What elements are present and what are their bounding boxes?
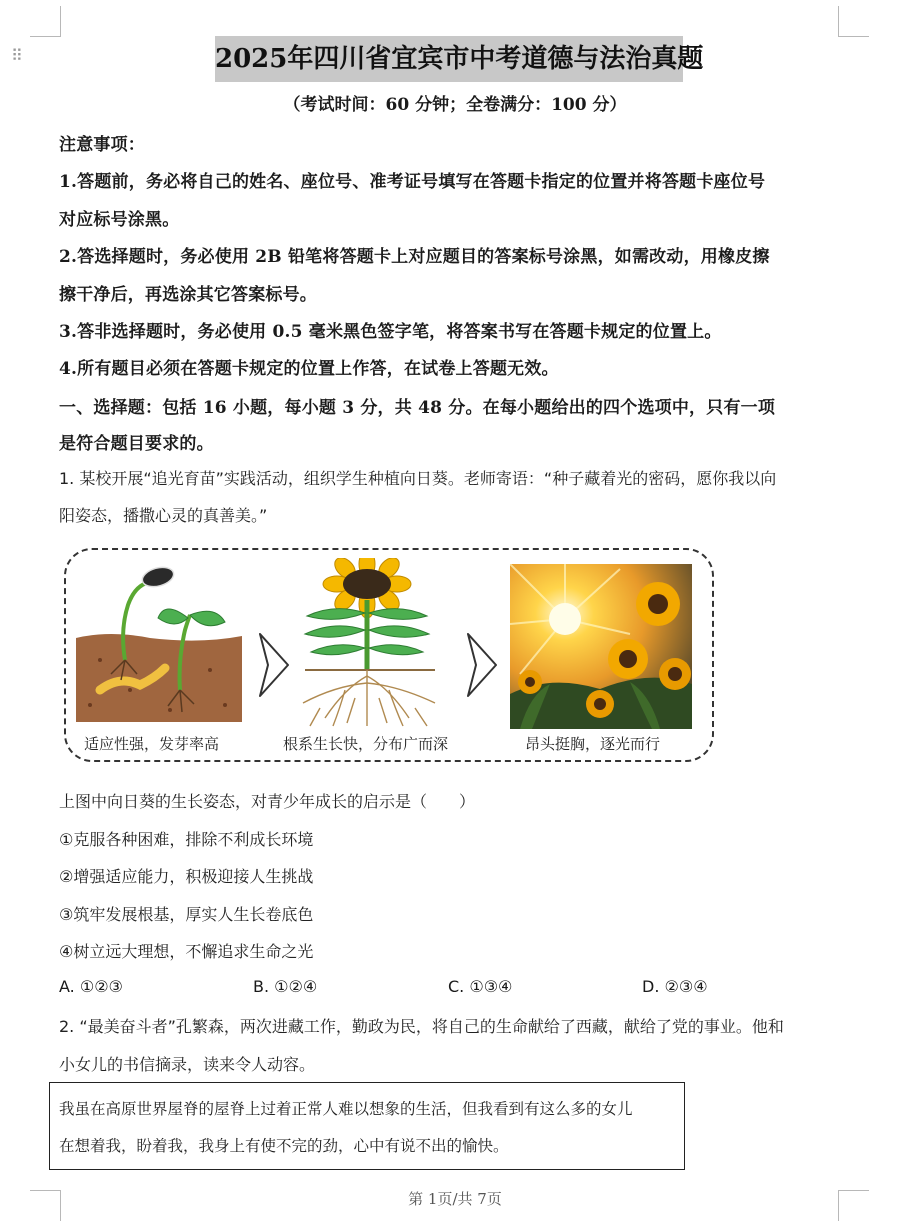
option-text: ②③④ [664, 977, 708, 996]
option-d [642, 977, 708, 996]
sun [549, 603, 581, 635]
notice-line: 擦干净后，再选涂其它答案标号。 [59, 285, 317, 305]
arrow-right-icon [462, 630, 502, 700]
page-number: 第 1页/共 7页 [408, 1190, 502, 1208]
sunflower-head [518, 670, 542, 694]
sunflower-head [636, 582, 680, 626]
option-c [448, 977, 512, 996]
question-stem: 2. “最美奋斗者”孔繁森，两次进藏工作，勤政为民，将自己的生命献给了西藏，献给了党的事业。他和 [59, 1017, 784, 1036]
figure-caption: 昂头挺胸，逐光而行 [525, 735, 661, 753]
notice-line: 3.答非选择题时，务必使用 0.5 毫米黑色签字笔，将答案书写在答题卡规定的位置上。 [59, 322, 722, 342]
flower-center [343, 569, 391, 599]
exam-info: （考试时间：60 分钟；全卷满分：100 分） [283, 95, 627, 115]
statement-item: ①克服各种困难，排除不利成长环境 [59, 830, 314, 849]
question-stem: 1. 某校开展“追光育苗”实践活动，组织学生种植向日葵。老师寄语：“种子藏着光的密码，愿你我以向 [59, 469, 777, 488]
statement-item: ④树立远大理想，不懈追求生命之光 [59, 942, 314, 961]
option-b [253, 977, 317, 996]
letter-excerpt-line: 在想着我，盼着我，我身上有使不完的劲，心中有说不出的愉快。 [59, 1137, 509, 1155]
drag-handle-icon[interactable]: ⠿ [11, 46, 23, 65]
seed-shell [140, 564, 176, 590]
option-letter: D. [642, 977, 660, 996]
option-text: ①②④ [274, 977, 318, 996]
page-corner-mark [838, 6, 869, 37]
question-stem: 小女儿的书信摘录，读来令人动容。 [59, 1055, 316, 1074]
question-prompt: 上图中向日葵的生长姿态，对青少年成长的启示是（ ） [59, 792, 476, 811]
page-title: 2025年四川省宜宾市中考道德与法治真题 [215, 36, 683, 82]
sunflower-head [659, 658, 691, 690]
figure-caption: 适应性强，发芽率高 [84, 735, 220, 753]
seedling-illustration [70, 560, 250, 730]
figure-caption: 根系生长快，分布广而深 [283, 735, 449, 753]
sunflower-roots-illustration [285, 558, 460, 730]
letter-excerpt-line: 我虽在高原世界屋脊的屋脊上过着正常人难以想象的生活，但我看到有这么多的女儿 [59, 1100, 633, 1118]
notice-line: 对应标号涂黑。 [59, 210, 180, 230]
sunflowers-sunlight-illustration [510, 564, 692, 729]
page-corner-mark [30, 6, 61, 37]
notice-heading: 注意事项： [59, 135, 145, 155]
option-letter: A. [59, 977, 75, 996]
section-heading: 一、选择题：包括 16 小题，每小题 3 分，共 48 分。在每小题给出的四个选项中，只有一项 [59, 398, 776, 418]
sunflower-head [608, 639, 648, 679]
option-a [59, 977, 123, 996]
statement-item: ②增强适应能力，积极迎接人生挑战 [59, 867, 314, 886]
question-stem: 阳姿态，播撒心灵的真善美。” [59, 506, 268, 525]
option-text: ①③④ [469, 977, 513, 996]
option-letter: B. [253, 977, 270, 996]
statement-item: ③筑牢发展根基，厚实人生长卷底色 [59, 905, 314, 924]
leaf [158, 609, 188, 624]
notice-line: 1.答题前，务必将自己的姓名、座位号、准考证号填写在答题卡指定的位置并将答题卡座位号 [59, 172, 766, 192]
option-text: ①②③ [79, 977, 123, 996]
letter-excerpt-box [49, 1082, 685, 1170]
option-letter: C. [448, 977, 465, 996]
section-heading: 是符合题目要求的。 [59, 434, 214, 454]
notice-line: 2.答选择题时，务必使用 2B 铅笔将答题卡上对应题目的答案标号涂黑，如需改动，用橡皮擦 [59, 247, 770, 267]
sunflower-head [586, 690, 614, 718]
leaf [190, 611, 225, 625]
notice-line: 4.所有题目必须在答题卡规定的位置上作答，在试卷上答题无效。 [59, 359, 559, 379]
